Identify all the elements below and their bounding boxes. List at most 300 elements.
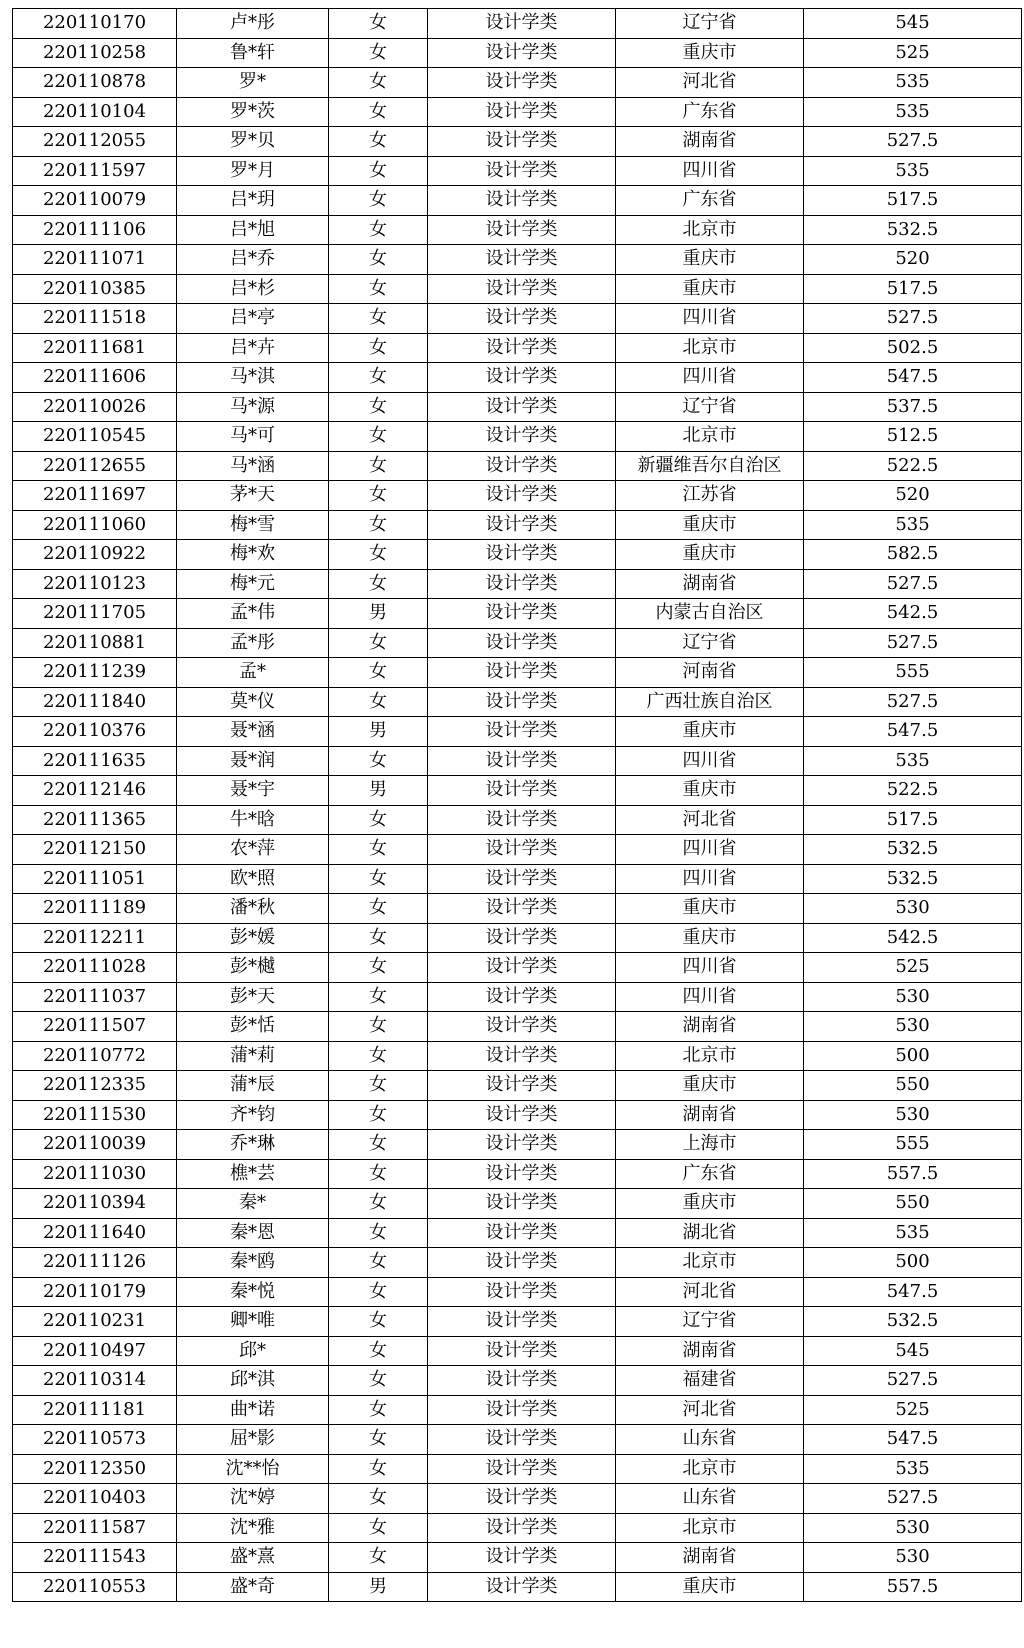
gender-cell: 女 bbox=[329, 805, 428, 835]
score-cell: 500 bbox=[804, 1248, 1022, 1278]
region-cell: 北京市 bbox=[616, 422, 804, 452]
region-cell: 北京市 bbox=[616, 215, 804, 245]
score-cell: 527.5 bbox=[804, 628, 1022, 658]
region-cell: 湖南省 bbox=[616, 1336, 804, 1366]
category-cell: 设计学类 bbox=[428, 1248, 616, 1278]
category-cell: 设计学类 bbox=[428, 1513, 616, 1543]
region-cell: 四川省 bbox=[616, 835, 804, 865]
candidate-id-cell: 220110179 bbox=[13, 1277, 177, 1307]
region-cell: 四川省 bbox=[616, 156, 804, 186]
candidate-id-cell: 220112335 bbox=[13, 1071, 177, 1101]
category-cell: 设计学类 bbox=[428, 9, 616, 39]
name-cell: 樵*芸 bbox=[177, 1159, 329, 1189]
table-row bbox=[13, 422, 1022, 452]
gender-cell: 男 bbox=[329, 1572, 428, 1602]
region-cell: 湖北省 bbox=[616, 1218, 804, 1248]
gender-cell: 女 bbox=[329, 215, 428, 245]
table-row bbox=[13, 333, 1022, 363]
candidate-id-cell: 220111697 bbox=[13, 481, 177, 511]
name-cell: 吕*乔 bbox=[177, 245, 329, 275]
table-row bbox=[13, 38, 1022, 68]
region-cell: 重庆市 bbox=[616, 540, 804, 570]
category-cell: 设计学类 bbox=[428, 333, 616, 363]
name-cell: 屈*影 bbox=[177, 1425, 329, 1455]
category-cell: 设计学类 bbox=[428, 1454, 616, 1484]
candidate-id-cell: 220110039 bbox=[13, 1130, 177, 1160]
candidate-id-cell: 220110881 bbox=[13, 628, 177, 658]
category-cell: 设计学类 bbox=[428, 1395, 616, 1425]
score-cell: 535 bbox=[804, 97, 1022, 127]
candidate-id-cell: 220111543 bbox=[13, 1543, 177, 1573]
region-cell: 重庆市 bbox=[616, 717, 804, 747]
candidate-id-cell: 220110573 bbox=[13, 1425, 177, 1455]
region-cell: 北京市 bbox=[616, 1513, 804, 1543]
name-cell: 聂*润 bbox=[177, 746, 329, 776]
candidate-id-cell: 220111635 bbox=[13, 746, 177, 776]
score-cell: 527.5 bbox=[804, 687, 1022, 717]
name-cell: 茅*天 bbox=[177, 481, 329, 511]
category-cell: 设计学类 bbox=[428, 982, 616, 1012]
category-cell: 设计学类 bbox=[428, 1012, 616, 1042]
table-row bbox=[13, 9, 1022, 39]
category-cell: 设计学类 bbox=[428, 569, 616, 599]
gender-cell: 女 bbox=[329, 68, 428, 98]
gender-cell: 女 bbox=[329, 1248, 428, 1278]
category-cell: 设计学类 bbox=[428, 717, 616, 747]
category-cell: 设计学类 bbox=[428, 658, 616, 688]
gender-cell: 女 bbox=[329, 1484, 428, 1514]
category-cell: 设计学类 bbox=[428, 510, 616, 540]
gender-cell: 女 bbox=[329, 1159, 428, 1189]
region-cell: 辽宁省 bbox=[616, 9, 804, 39]
table-row bbox=[13, 687, 1022, 717]
gender-cell: 女 bbox=[329, 569, 428, 599]
category-cell: 设计学类 bbox=[428, 1336, 616, 1366]
candidate-id-cell: 220110403 bbox=[13, 1484, 177, 1514]
candidate-id-cell: 220110079 bbox=[13, 186, 177, 216]
gender-cell: 女 bbox=[329, 1100, 428, 1130]
candidate-id-cell: 220111071 bbox=[13, 245, 177, 275]
region-cell: 重庆市 bbox=[616, 510, 804, 540]
score-cell: 522.5 bbox=[804, 776, 1022, 806]
table-row bbox=[13, 894, 1022, 924]
score-cell: 535 bbox=[804, 510, 1022, 540]
candidate-id-cell: 220111681 bbox=[13, 333, 177, 363]
gender-cell: 女 bbox=[329, 245, 428, 275]
score-cell: 527.5 bbox=[804, 127, 1022, 157]
candidate-id-cell: 220110231 bbox=[13, 1307, 177, 1337]
score-cell: 547.5 bbox=[804, 1425, 1022, 1455]
category-cell: 设计学类 bbox=[428, 540, 616, 570]
score-cell: 537.5 bbox=[804, 392, 1022, 422]
table-row bbox=[13, 1484, 1022, 1514]
gender-cell: 女 bbox=[329, 186, 428, 216]
category-cell: 设计学类 bbox=[428, 451, 616, 481]
table-row bbox=[13, 1041, 1022, 1071]
gender-cell: 女 bbox=[329, 274, 428, 304]
category-cell: 设计学类 bbox=[428, 953, 616, 983]
candidate-id-cell: 220110394 bbox=[13, 1189, 177, 1219]
table-row bbox=[13, 392, 1022, 422]
score-cell: 525 bbox=[804, 1395, 1022, 1425]
gender-cell: 女 bbox=[329, 1425, 428, 1455]
category-cell: 设计学类 bbox=[428, 805, 616, 835]
name-cell: 聂*宇 bbox=[177, 776, 329, 806]
table-row bbox=[13, 481, 1022, 511]
score-cell: 582.5 bbox=[804, 540, 1022, 570]
score-cell: 542.5 bbox=[804, 923, 1022, 953]
gender-cell: 女 bbox=[329, 1366, 428, 1396]
score-cell: 512.5 bbox=[804, 422, 1022, 452]
score-cell: 532.5 bbox=[804, 215, 1022, 245]
candidate-id-cell: 220112211 bbox=[13, 923, 177, 953]
category-cell: 设计学类 bbox=[428, 245, 616, 275]
gender-cell: 女 bbox=[329, 1041, 428, 1071]
table-row bbox=[13, 274, 1022, 304]
gender-cell: 女 bbox=[329, 540, 428, 570]
table-row bbox=[13, 510, 1022, 540]
candidate-id-cell: 220111239 bbox=[13, 658, 177, 688]
score-cell: 535 bbox=[804, 156, 1022, 186]
region-cell: 湖南省 bbox=[616, 127, 804, 157]
score-cell: 517.5 bbox=[804, 186, 1022, 216]
name-cell: 沈*雅 bbox=[177, 1513, 329, 1543]
name-cell: 梅*元 bbox=[177, 569, 329, 599]
table-row bbox=[13, 1336, 1022, 1366]
name-cell: 马*淇 bbox=[177, 363, 329, 393]
gender-cell: 女 bbox=[329, 658, 428, 688]
admission-list-sheet bbox=[12, 8, 1021, 1602]
region-cell: 河北省 bbox=[616, 68, 804, 98]
table-row bbox=[13, 1543, 1022, 1573]
table-row bbox=[13, 156, 1022, 186]
table-row bbox=[13, 1100, 1022, 1130]
category-cell: 设计学类 bbox=[428, 422, 616, 452]
name-cell: 聂*涵 bbox=[177, 717, 329, 747]
category-cell: 设计学类 bbox=[428, 1366, 616, 1396]
category-cell: 设计学类 bbox=[428, 215, 616, 245]
gender-cell: 女 bbox=[329, 1513, 428, 1543]
name-cell: 卢*彤 bbox=[177, 9, 329, 39]
region-cell: 重庆市 bbox=[616, 923, 804, 953]
category-cell: 设计学类 bbox=[428, 628, 616, 658]
table-row bbox=[13, 1012, 1022, 1042]
candidate-id-cell: 220111189 bbox=[13, 894, 177, 924]
name-cell: 彭*天 bbox=[177, 982, 329, 1012]
category-cell: 设计学类 bbox=[428, 127, 616, 157]
region-cell: 江苏省 bbox=[616, 481, 804, 511]
name-cell: 吕*卉 bbox=[177, 333, 329, 363]
gender-cell: 女 bbox=[329, 746, 428, 776]
candidate-id-cell: 220111181 bbox=[13, 1395, 177, 1425]
table-row bbox=[13, 1130, 1022, 1160]
region-cell: 重庆市 bbox=[616, 776, 804, 806]
region-cell: 河北省 bbox=[616, 1277, 804, 1307]
table-row bbox=[13, 215, 1022, 245]
table-row bbox=[13, 1395, 1022, 1425]
category-cell: 设计学类 bbox=[428, 835, 616, 865]
name-cell: 蒲*莉 bbox=[177, 1041, 329, 1071]
gender-cell: 女 bbox=[329, 835, 428, 865]
name-cell: 彭*樾 bbox=[177, 953, 329, 983]
candidate-id-cell: 220110553 bbox=[13, 1572, 177, 1602]
admission-table bbox=[12, 8, 1022, 1602]
score-cell: 522.5 bbox=[804, 451, 1022, 481]
name-cell: 莫*仪 bbox=[177, 687, 329, 717]
region-cell: 广东省 bbox=[616, 186, 804, 216]
region-cell: 上海市 bbox=[616, 1130, 804, 1160]
candidate-id-cell: 220110922 bbox=[13, 540, 177, 570]
candidate-id-cell: 220111051 bbox=[13, 864, 177, 894]
candidate-id-cell: 220112655 bbox=[13, 451, 177, 481]
table-row bbox=[13, 923, 1022, 953]
score-cell: 545 bbox=[804, 1336, 1022, 1366]
score-cell: 527.5 bbox=[804, 569, 1022, 599]
name-cell: 乔*琳 bbox=[177, 1130, 329, 1160]
score-cell: 517.5 bbox=[804, 805, 1022, 835]
region-cell: 河北省 bbox=[616, 1395, 804, 1425]
table-row bbox=[13, 1307, 1022, 1337]
table-row bbox=[13, 835, 1022, 865]
name-cell: 罗*贝 bbox=[177, 127, 329, 157]
category-cell: 设计学类 bbox=[428, 274, 616, 304]
name-cell: 马*源 bbox=[177, 392, 329, 422]
name-cell: 欧*照 bbox=[177, 864, 329, 894]
name-cell: 秦* bbox=[177, 1189, 329, 1219]
gender-cell: 女 bbox=[329, 9, 428, 39]
candidate-id-cell: 220111060 bbox=[13, 510, 177, 540]
region-cell: 内蒙古自治区 bbox=[616, 599, 804, 629]
table-row bbox=[13, 1572, 1022, 1602]
score-cell: 532.5 bbox=[804, 835, 1022, 865]
region-cell: 辽宁省 bbox=[616, 628, 804, 658]
category-cell: 设计学类 bbox=[428, 1159, 616, 1189]
table-row bbox=[13, 1159, 1022, 1189]
candidate-id-cell: 220110123 bbox=[13, 569, 177, 599]
candidate-id-cell: 220110170 bbox=[13, 9, 177, 39]
score-cell: 530 bbox=[804, 894, 1022, 924]
score-cell: 557.5 bbox=[804, 1572, 1022, 1602]
candidate-id-cell: 220111106 bbox=[13, 215, 177, 245]
region-cell: 重庆市 bbox=[616, 1572, 804, 1602]
region-cell: 湖南省 bbox=[616, 1100, 804, 1130]
table-row bbox=[13, 658, 1022, 688]
score-cell: 547.5 bbox=[804, 717, 1022, 747]
region-cell: 重庆市 bbox=[616, 274, 804, 304]
score-cell: 500 bbox=[804, 1041, 1022, 1071]
score-cell: 530 bbox=[804, 1513, 1022, 1543]
gender-cell: 女 bbox=[329, 481, 428, 511]
score-cell: 527.5 bbox=[804, 1484, 1022, 1514]
score-cell: 547.5 bbox=[804, 363, 1022, 393]
category-cell: 设计学类 bbox=[428, 1572, 616, 1602]
score-cell: 535 bbox=[804, 68, 1022, 98]
table-row bbox=[13, 805, 1022, 835]
gender-cell: 女 bbox=[329, 97, 428, 127]
gender-cell: 女 bbox=[329, 894, 428, 924]
candidate-id-cell: 220110878 bbox=[13, 68, 177, 98]
name-cell: 梅*欢 bbox=[177, 540, 329, 570]
name-cell: 孟*彤 bbox=[177, 628, 329, 658]
region-cell: 湖南省 bbox=[616, 1543, 804, 1573]
region-cell: 重庆市 bbox=[616, 894, 804, 924]
table-row bbox=[13, 1248, 1022, 1278]
table-row bbox=[13, 982, 1022, 1012]
candidate-id-cell: 220111037 bbox=[13, 982, 177, 1012]
gender-cell: 女 bbox=[329, 953, 428, 983]
table-row bbox=[13, 1513, 1022, 1543]
category-cell: 设计学类 bbox=[428, 746, 616, 776]
gender-cell: 女 bbox=[329, 1012, 428, 1042]
region-cell: 广西壮族自治区 bbox=[616, 687, 804, 717]
score-cell: 535 bbox=[804, 1454, 1022, 1484]
name-cell: 彭*恬 bbox=[177, 1012, 329, 1042]
gender-cell: 女 bbox=[329, 1543, 428, 1573]
score-cell: 530 bbox=[804, 982, 1022, 1012]
region-cell: 四川省 bbox=[616, 304, 804, 334]
name-cell: 盛*奇 bbox=[177, 1572, 329, 1602]
gender-cell: 女 bbox=[329, 422, 428, 452]
category-cell: 设计学类 bbox=[428, 1484, 616, 1514]
category-cell: 设计学类 bbox=[428, 687, 616, 717]
gender-cell: 女 bbox=[329, 1218, 428, 1248]
score-cell: 555 bbox=[804, 1130, 1022, 1160]
region-cell: 北京市 bbox=[616, 1248, 804, 1278]
region-cell: 四川省 bbox=[616, 953, 804, 983]
name-cell: 罗* bbox=[177, 68, 329, 98]
gender-cell: 女 bbox=[329, 1071, 428, 1101]
name-cell: 沈**怡 bbox=[177, 1454, 329, 1484]
table-row bbox=[13, 1425, 1022, 1455]
name-cell: 潘*秋 bbox=[177, 894, 329, 924]
category-cell: 设计学类 bbox=[428, 156, 616, 186]
candidate-id-cell: 220111597 bbox=[13, 156, 177, 186]
name-cell: 卿*唯 bbox=[177, 1307, 329, 1337]
category-cell: 设计学类 bbox=[428, 1543, 616, 1573]
candidate-id-cell: 220111030 bbox=[13, 1159, 177, 1189]
candidate-id-cell: 220110314 bbox=[13, 1366, 177, 1396]
score-cell: 527.5 bbox=[804, 304, 1022, 334]
region-cell: 四川省 bbox=[616, 363, 804, 393]
gender-cell: 女 bbox=[329, 392, 428, 422]
name-cell: 农*萍 bbox=[177, 835, 329, 865]
score-cell: 547.5 bbox=[804, 1277, 1022, 1307]
name-cell: 马*涵 bbox=[177, 451, 329, 481]
candidate-id-cell: 220111126 bbox=[13, 1248, 177, 1278]
region-cell: 新疆维吾尔自治区 bbox=[616, 451, 804, 481]
table-row bbox=[13, 245, 1022, 275]
category-cell: 设计学类 bbox=[428, 1130, 616, 1160]
category-cell: 设计学类 bbox=[428, 68, 616, 98]
candidate-id-cell: 220111640 bbox=[13, 1218, 177, 1248]
candidate-id-cell: 220110545 bbox=[13, 422, 177, 452]
table-row bbox=[13, 451, 1022, 481]
gender-cell: 女 bbox=[329, 156, 428, 186]
table-row bbox=[13, 186, 1022, 216]
candidate-id-cell: 220111705 bbox=[13, 599, 177, 629]
table-row bbox=[13, 1366, 1022, 1396]
category-cell: 设计学类 bbox=[428, 1071, 616, 1101]
candidate-id-cell: 220110385 bbox=[13, 274, 177, 304]
gender-cell: 女 bbox=[329, 451, 428, 481]
candidate-id-cell: 220110497 bbox=[13, 1336, 177, 1366]
region-cell: 重庆市 bbox=[616, 38, 804, 68]
candidate-id-cell: 220111587 bbox=[13, 1513, 177, 1543]
table-row bbox=[13, 599, 1022, 629]
table-row bbox=[13, 864, 1022, 894]
name-cell: 孟*伟 bbox=[177, 599, 329, 629]
name-cell: 马*可 bbox=[177, 422, 329, 452]
table-row bbox=[13, 304, 1022, 334]
score-cell: 535 bbox=[804, 1218, 1022, 1248]
score-cell: 557.5 bbox=[804, 1159, 1022, 1189]
table-row bbox=[13, 953, 1022, 983]
name-cell: 曲*诺 bbox=[177, 1395, 329, 1425]
category-cell: 设计学类 bbox=[428, 363, 616, 393]
candidate-id-cell: 220111365 bbox=[13, 805, 177, 835]
gender-cell: 女 bbox=[329, 127, 428, 157]
candidate-id-cell: 220112350 bbox=[13, 1454, 177, 1484]
candidate-id-cell: 220111028 bbox=[13, 953, 177, 983]
gender-cell: 女 bbox=[329, 1277, 428, 1307]
candidate-id-cell: 220111530 bbox=[13, 1100, 177, 1130]
region-cell: 重庆市 bbox=[616, 1071, 804, 1101]
region-cell: 湖南省 bbox=[616, 569, 804, 599]
score-cell: 555 bbox=[804, 658, 1022, 688]
gender-cell: 女 bbox=[329, 687, 428, 717]
category-cell: 设计学类 bbox=[428, 1189, 616, 1219]
candidate-id-cell: 220110104 bbox=[13, 97, 177, 127]
table-row bbox=[13, 717, 1022, 747]
name-cell: 罗*月 bbox=[177, 156, 329, 186]
region-cell: 山东省 bbox=[616, 1484, 804, 1514]
score-cell: 535 bbox=[804, 746, 1022, 776]
gender-cell: 女 bbox=[329, 1395, 428, 1425]
category-cell: 设计学类 bbox=[428, 1041, 616, 1071]
gender-cell: 男 bbox=[329, 776, 428, 806]
region-cell: 重庆市 bbox=[616, 1189, 804, 1219]
region-cell: 广东省 bbox=[616, 97, 804, 127]
gender-cell: 女 bbox=[329, 628, 428, 658]
gender-cell: 男 bbox=[329, 599, 428, 629]
gender-cell: 男 bbox=[329, 717, 428, 747]
name-cell: 蒲*辰 bbox=[177, 1071, 329, 1101]
name-cell: 秦*悦 bbox=[177, 1277, 329, 1307]
score-cell: 525 bbox=[804, 953, 1022, 983]
category-cell: 设计学类 bbox=[428, 864, 616, 894]
name-cell: 吕*亭 bbox=[177, 304, 329, 334]
name-cell: 吕*玥 bbox=[177, 186, 329, 216]
category-cell: 设计学类 bbox=[428, 481, 616, 511]
region-cell: 山东省 bbox=[616, 1425, 804, 1455]
table-row bbox=[13, 1071, 1022, 1101]
region-cell: 北京市 bbox=[616, 333, 804, 363]
name-cell: 盛*熹 bbox=[177, 1543, 329, 1573]
name-cell: 吕*旭 bbox=[177, 215, 329, 245]
score-cell: 530 bbox=[804, 1012, 1022, 1042]
category-cell: 设计学类 bbox=[428, 1307, 616, 1337]
score-cell: 502.5 bbox=[804, 333, 1022, 363]
table-row bbox=[13, 628, 1022, 658]
table-row bbox=[13, 776, 1022, 806]
candidate-id-cell: 220111507 bbox=[13, 1012, 177, 1042]
region-cell: 广东省 bbox=[616, 1159, 804, 1189]
score-cell: 550 bbox=[804, 1189, 1022, 1219]
category-cell: 设计学类 bbox=[428, 894, 616, 924]
table-row bbox=[13, 363, 1022, 393]
name-cell: 吕*杉 bbox=[177, 274, 329, 304]
name-cell: 梅*雪 bbox=[177, 510, 329, 540]
